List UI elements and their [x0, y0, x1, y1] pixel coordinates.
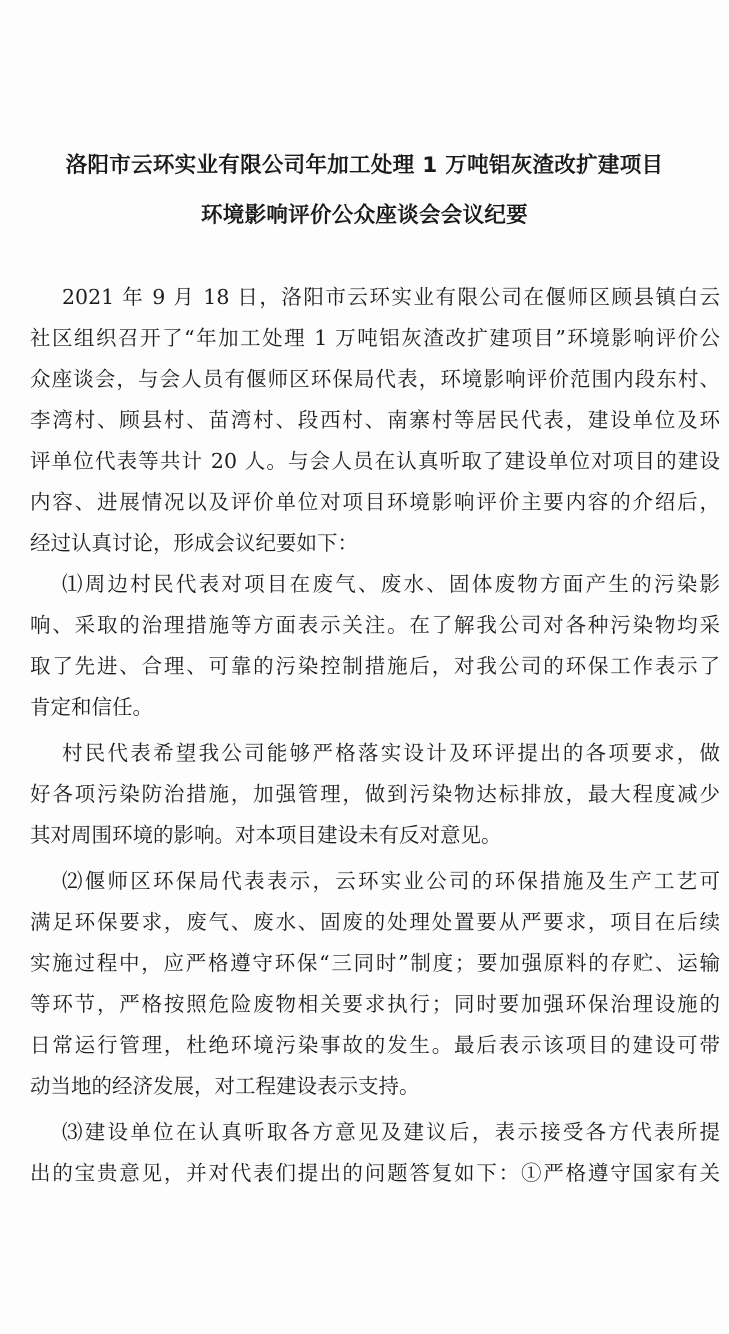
paragraph-line: 村民代表希望我公司能够严格落实设计及环评提出的各项要求，做	[62, 741, 720, 765]
paragraph-line: 评单位代表等共计 20 人。与会人员在认真听取了建设单位对项目的建设	[30, 449, 720, 473]
paragraph-line: 2021 年 9 月 18 日，洛阳市云环实业有限公司在偃师区顾县镇白云	[62, 285, 720, 309]
paragraph-line: ⑶建设单位在认真听取各方意见及建议后，表示接受各方代表所提	[62, 1120, 720, 1144]
paragraph-line: 等环节，严格按照危险废物相关要求执行；同时要加强环保治理设施的	[30, 992, 720, 1016]
paragraph-line: 好各项污染防治措施，加强管理，做到污染物达标排放，最大程度减少	[30, 782, 720, 806]
paragraph-line: 出的宝贵意见，并对代表们提出的问题答复如下：①严格遵守国家有关	[30, 1161, 720, 1185]
paragraph-line: 社区组织召开了“年加工处理 1 万吨铝灰渣改扩建项目”环境影响评价公	[30, 326, 720, 350]
paragraph-line: 取了先进、合理、可靠的污染控制措施后，对我公司的环保工作表示了	[30, 654, 720, 678]
paragraph-line: ⑵偃师区环保局代表表示，云环实业公司的环保措施及生产工艺可	[62, 869, 720, 893]
paragraph-line: 经过认真讨论，形成会议纪要如下：	[30, 531, 358, 555]
paragraph-line: ⑴周边村民代表对项目在废气、废水、固体废物方面产生的污染影	[62, 572, 720, 596]
paragraph-line: 其对周围环境的影响。对本项目建设未有反对意见。	[30, 823, 502, 847]
paragraph-line: 响、采取的治理措施等方面表示关注。在了解我公司对各种污染物均采	[30, 613, 720, 637]
paragraph-line: 李湾村、顾县村、苗湾村、段西村、南寨村等居民代表，建设单位及环	[30, 408, 720, 432]
document-title-line-2: 环境影响评价公众座谈会会议纪要	[200, 203, 528, 228]
document-title-line-1: 洛阳市云环实业有限公司年加工处理 1 万吨铝灰渣改扩建项目	[65, 153, 664, 178]
paragraph-line: 满足环保要求，废气、废水、固废的处理处置要从严要求，项目在后续	[30, 910, 720, 934]
paragraph-line: 日常运行管理，杜绝环境污染事故的发生。最后表示该项目的建设可带	[30, 1033, 720, 1057]
paragraph-line: 众座谈会，与会人员有偃师区环保局代表，环境影响评价范围内段东村、	[30, 367, 720, 391]
paragraph-line: 肯定和信任。	[30, 695, 153, 719]
paragraph-line: 动当地的经济发展，对工程建设表示支持。	[30, 1074, 420, 1098]
paragraph-line: 实施过程中，应严格遵守环保“三同时”制度；要加强原料的存贮、运输	[30, 951, 720, 975]
paragraph-line: 内容、进展情况以及评价单位对项目环境影响评价主要内容的介绍后，	[30, 490, 720, 514]
